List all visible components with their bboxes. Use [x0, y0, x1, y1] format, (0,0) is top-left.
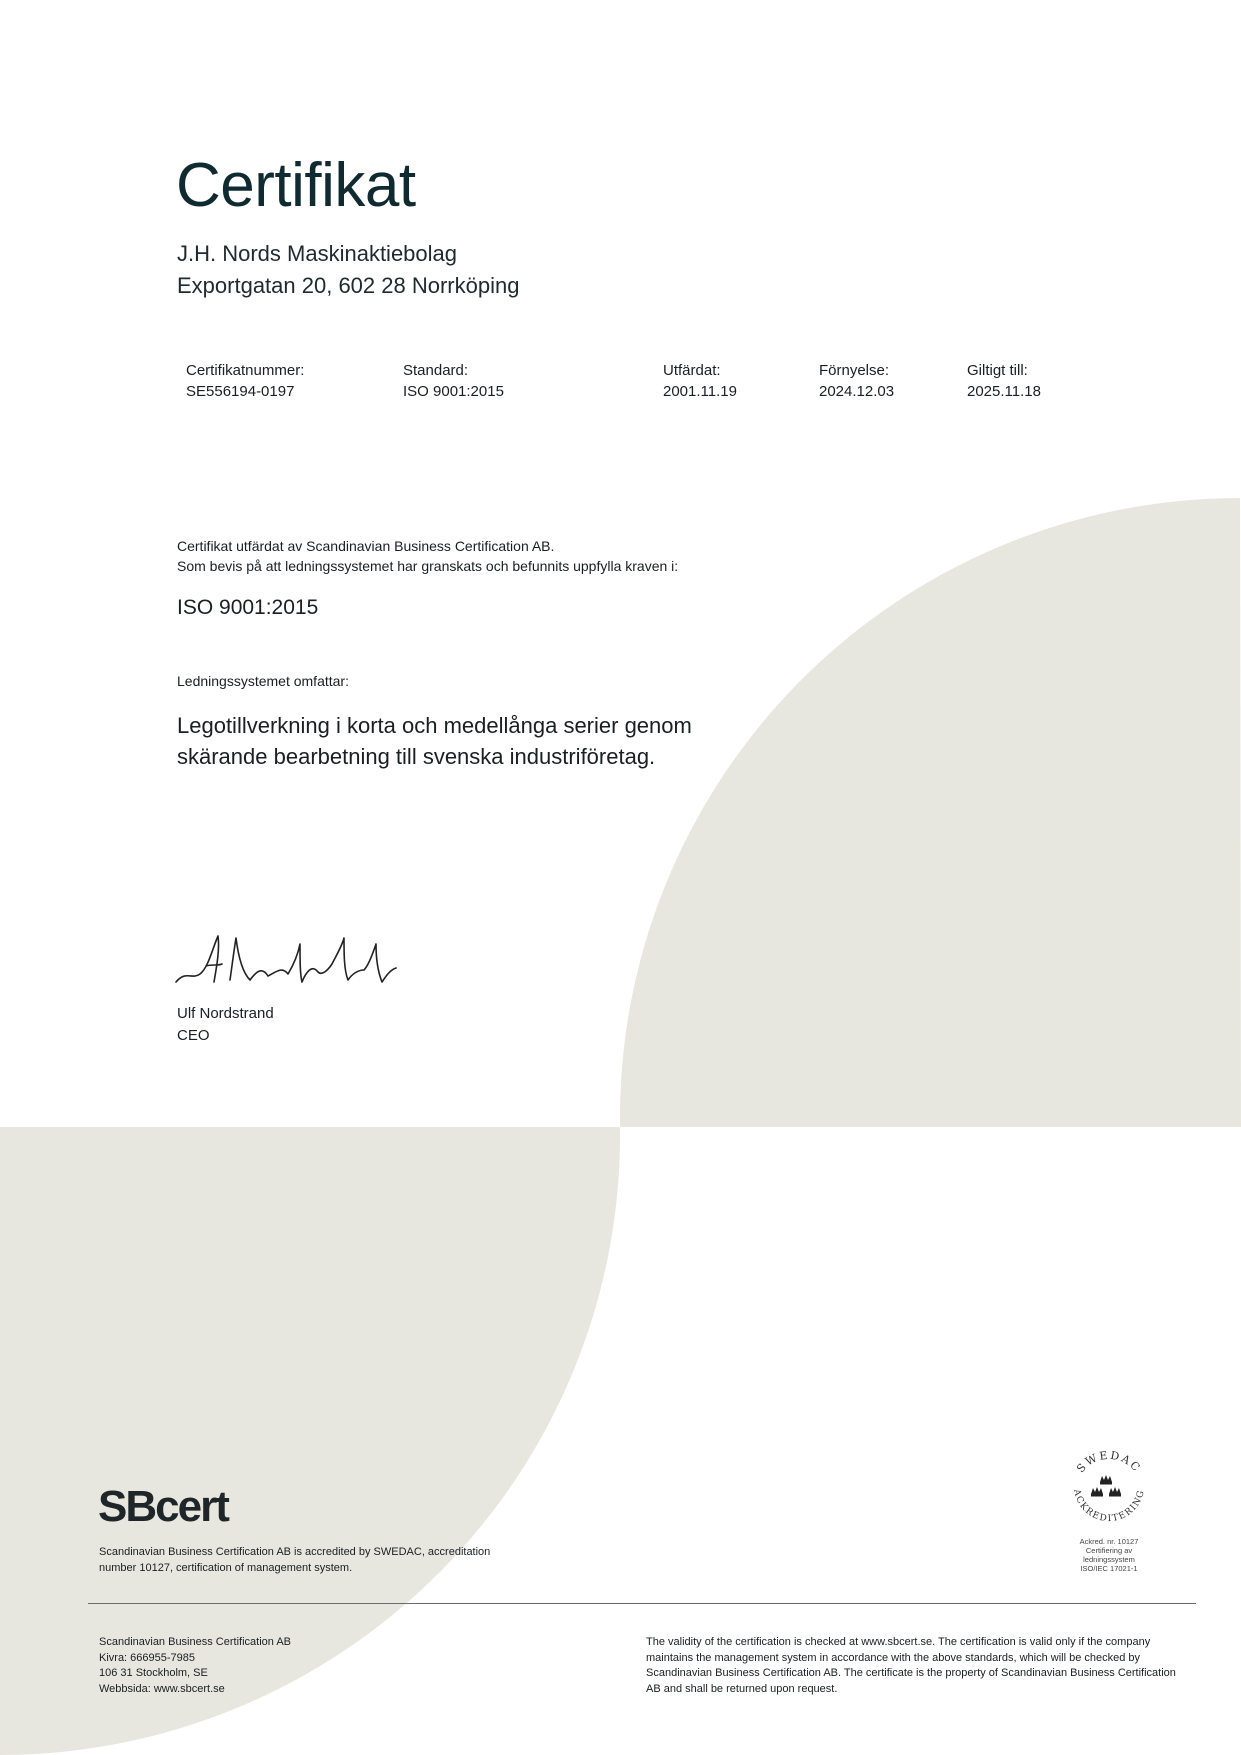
sbcert-logo: SBcert	[98, 1482, 228, 1531]
swedac-line-3: ledningssystem	[1083, 1555, 1135, 1564]
validity-line-3: Scandinavian Business Certification AB. The certificate is the property of Scandinavian Business Certification	[646, 1667, 1176, 1679]
signer-role: CEO	[177, 1027, 210, 1044]
background-arc-lower	[0, 1127, 620, 1755]
issued-field	[663, 360, 737, 402]
valid-until-field	[967, 360, 1041, 402]
valid-until-label: Giltigt till:	[967, 362, 1028, 379]
standard-heading: ISO 9001:2015	[177, 596, 319, 619]
accreditation-text	[99, 1544, 529, 1576]
footer-validity-notice	[646, 1635, 1186, 1697]
scope-text	[177, 710, 737, 772]
valid-until-value: 2025.11.18	[967, 383, 1041, 400]
certificate-number-value: SE556194-0197	[186, 383, 295, 400]
footer-contact	[99, 1635, 291, 1697]
issued-label: Utfärdat:	[663, 362, 721, 379]
certificate-number-field	[186, 360, 304, 402]
renewal-label: Förnyelse:	[819, 362, 890, 379]
issued-by-text: Certifikat utfärdat av Scandinavian Business Certification AB.	[177, 538, 555, 554]
accreditation-line-2: number 10127, certification of management system.	[99, 1562, 353, 1574]
validity-line-4: AB and shall be returned upon request.	[646, 1682, 838, 1695]
three-crowns-icon	[1091, 1475, 1121, 1497]
footer-org-name: Scandinavian Business Certification AB	[99, 1636, 291, 1648]
standard-value: ISO 9001:2015	[403, 383, 504, 400]
company-name: J.H. Nords Maskinaktiebolag	[177, 241, 458, 266]
validity-line-2: maintains the management system in accordance with the above standards, which will be checked by	[646, 1651, 1141, 1664]
signer-name: Ulf Nordstrand	[177, 1005, 274, 1022]
signer-block	[177, 1003, 274, 1047]
swedac-seal	[1064, 1450, 1154, 1532]
accreditation-line-1: Scandinavian Business Certification AB is accredited by SWEDAC, accreditation	[99, 1546, 491, 1558]
page-title: Certifikat	[176, 151, 416, 220]
footer-kivra: Kivra: 666955-7985	[99, 1651, 196, 1664]
renewal-value: 2024.12.03	[819, 383, 895, 400]
swedac-line-1: Ackred. nr. 10127	[1079, 1537, 1139, 1546]
footer-postal: 106 31 Stockholm, SE	[99, 1667, 208, 1679]
svg-text:ACKREDITERING	[1071, 1487, 1147, 1524]
scope-line-1: Legotillverkning i korta och medellånga serier genom	[177, 713, 692, 738]
scope-line-2: skärande bearbetning till svenska industriföretag.	[177, 744, 656, 769]
issued-value: 2001.11.19	[663, 383, 737, 400]
background-arc-upper	[620, 498, 1241, 1127]
swedac-line-2: Certifiering av	[1085, 1546, 1133, 1555]
footer-divider	[88, 1603, 1196, 1604]
issuer-statement	[177, 536, 678, 576]
evidence-text: Som bevis på att ledningssystemet har granskats och befunnits uppfylla kraven i:	[177, 558, 679, 574]
validity-line-1: The validity of the certification is checked at www.sbcert.se. The certification is valid only if the company	[646, 1636, 1151, 1648]
scope-label: Ledningssystemet omfattar:	[177, 673, 349, 689]
company-address: Exportgatan 20, 602 28 Norrköping	[177, 273, 520, 298]
footer-website: Webbsida: www.sbcert.se	[99, 1682, 225, 1695]
swedac-line-4: ISO/IEC 17021-1	[1080, 1564, 1138, 1573]
swedac-ring-bottom: ACKREDITERING	[1071, 1488, 1147, 1525]
company-block	[177, 238, 519, 302]
swedac-mark	[1064, 1450, 1154, 1573]
renewal-field	[819, 360, 894, 402]
signature-image	[172, 930, 412, 990]
standard-label: Standard:	[403, 362, 469, 379]
svg-text:SWEDAC	[1074, 1450, 1144, 1475]
standard-field	[403, 360, 504, 402]
certificate-number-label: Certifikatnummer:	[186, 362, 305, 379]
swedac-ring-top: SWEDAC	[1074, 1450, 1144, 1476]
